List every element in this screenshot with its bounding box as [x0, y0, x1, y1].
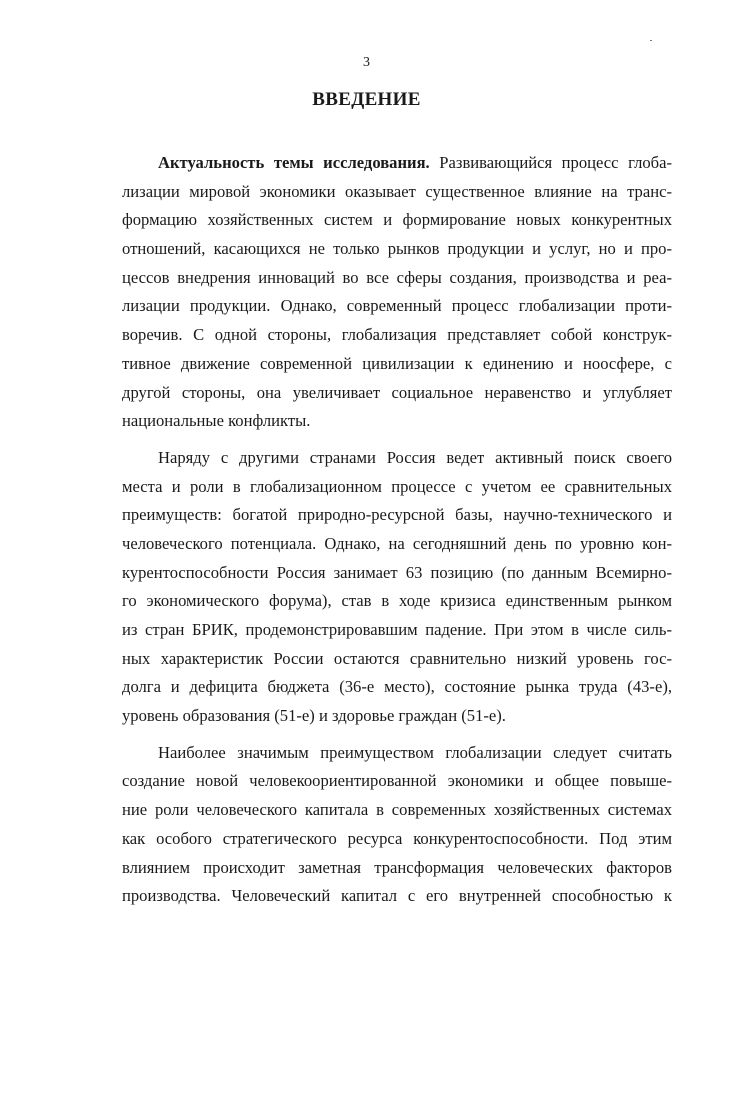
paragraph-line: ние роли человеческого капитала в современных хозяйственных системах — [122, 800, 672, 820]
section-heading: ВВЕДЕНИЕ — [312, 89, 421, 110]
paragraph-line: Наряду с другими странами Россия ведет активный поиск своего — [158, 447, 672, 467]
paragraph-lead: Актуальность темы исследования. — [158, 153, 430, 172]
paragraph-line: Актуальность темы исследования. Развивающийся процесс глоба- — [158, 153, 672, 172]
paragraph-line: лизации продукции. Однако, современный процесс глобализации проти- — [122, 296, 672, 316]
paragraph-line: цессов внедрения инноваций во все сферы создания, производства и реа- — [122, 267, 672, 287]
paragraph-line: формацию хозяйственных систем и формирование новых конкурентных — [122, 210, 672, 230]
paragraph-line: влиянием происходит заметная трансформация человеческих факторов — [122, 857, 672, 877]
paragraph-line: лизации мировой экономики оказывает существенное влияние на транс- — [122, 181, 672, 201]
paragraph-line: человеческого потенциала. Однако, на сегодняшний день по уровню кон- — [122, 533, 672, 553]
paragraph-line: производства. Человеческий капитал с его внутренней способностью к — [122, 886, 672, 906]
paragraph-line: курентоспособности Россия занимает 63 позицию (по данным Всемирно- — [122, 562, 672, 582]
paragraph-line: ных характеристик России остаются сравнительно низкий уровень гос- — [122, 648, 672, 668]
paragraph-line: создание новой человекоориентированной экономики и общее повыше- — [122, 771, 672, 791]
paragraph-line: тивное движение современной цивилизации к единению и ноосфере, с — [122, 353, 672, 373]
paragraph-line: Наиболее значимым преимуществом глобализации следует считать — [158, 742, 672, 762]
paragraph-line: из стран БРИК, продемонстрировавшим падение. При этом в числе силь- — [122, 620, 672, 639]
paragraph-line: места и роли в глобализационном процессе с учетом ее сравнительных — [122, 476, 672, 496]
page-number: 3 — [363, 55, 370, 70]
paragraph-relevance — [122, 149, 672, 436]
scan-speck — [650, 40, 652, 41]
paragraph-line: другой стороны, она увеличивает социальное неравенство и углубляет — [122, 382, 672, 402]
paragraph-line: преимуществ: богатой природно-ресурсной базы, научно-технического и — [122, 505, 672, 525]
paragraph-line: уровень образования (51-е) и здоровье граждан (51-е). — [122, 706, 506, 726]
paragraph-line: отношений, касающихся не только рынков продукции и услуг, но и про- — [122, 239, 672, 259]
body-text — [122, 149, 672, 911]
paragraph-russia-position — [122, 444, 672, 731]
paragraph-line: как особого стратегического ресурса конкурентоспособности. Под этим — [122, 828, 672, 848]
paragraph-line: долга и дефицита бюджета (36-е место), состояние рынка труда (43-е), — [122, 677, 672, 697]
paragraph-line: воречив. С одной стороны, глобализация представляет собой конструк- — [122, 325, 672, 345]
paragraph-line: го экономического форума), став в ходе кризиса единственным рынком — [122, 591, 672, 611]
paragraph-line: национальные конфликты. — [122, 411, 311, 431]
paragraph-human-capital — [122, 739, 672, 911]
